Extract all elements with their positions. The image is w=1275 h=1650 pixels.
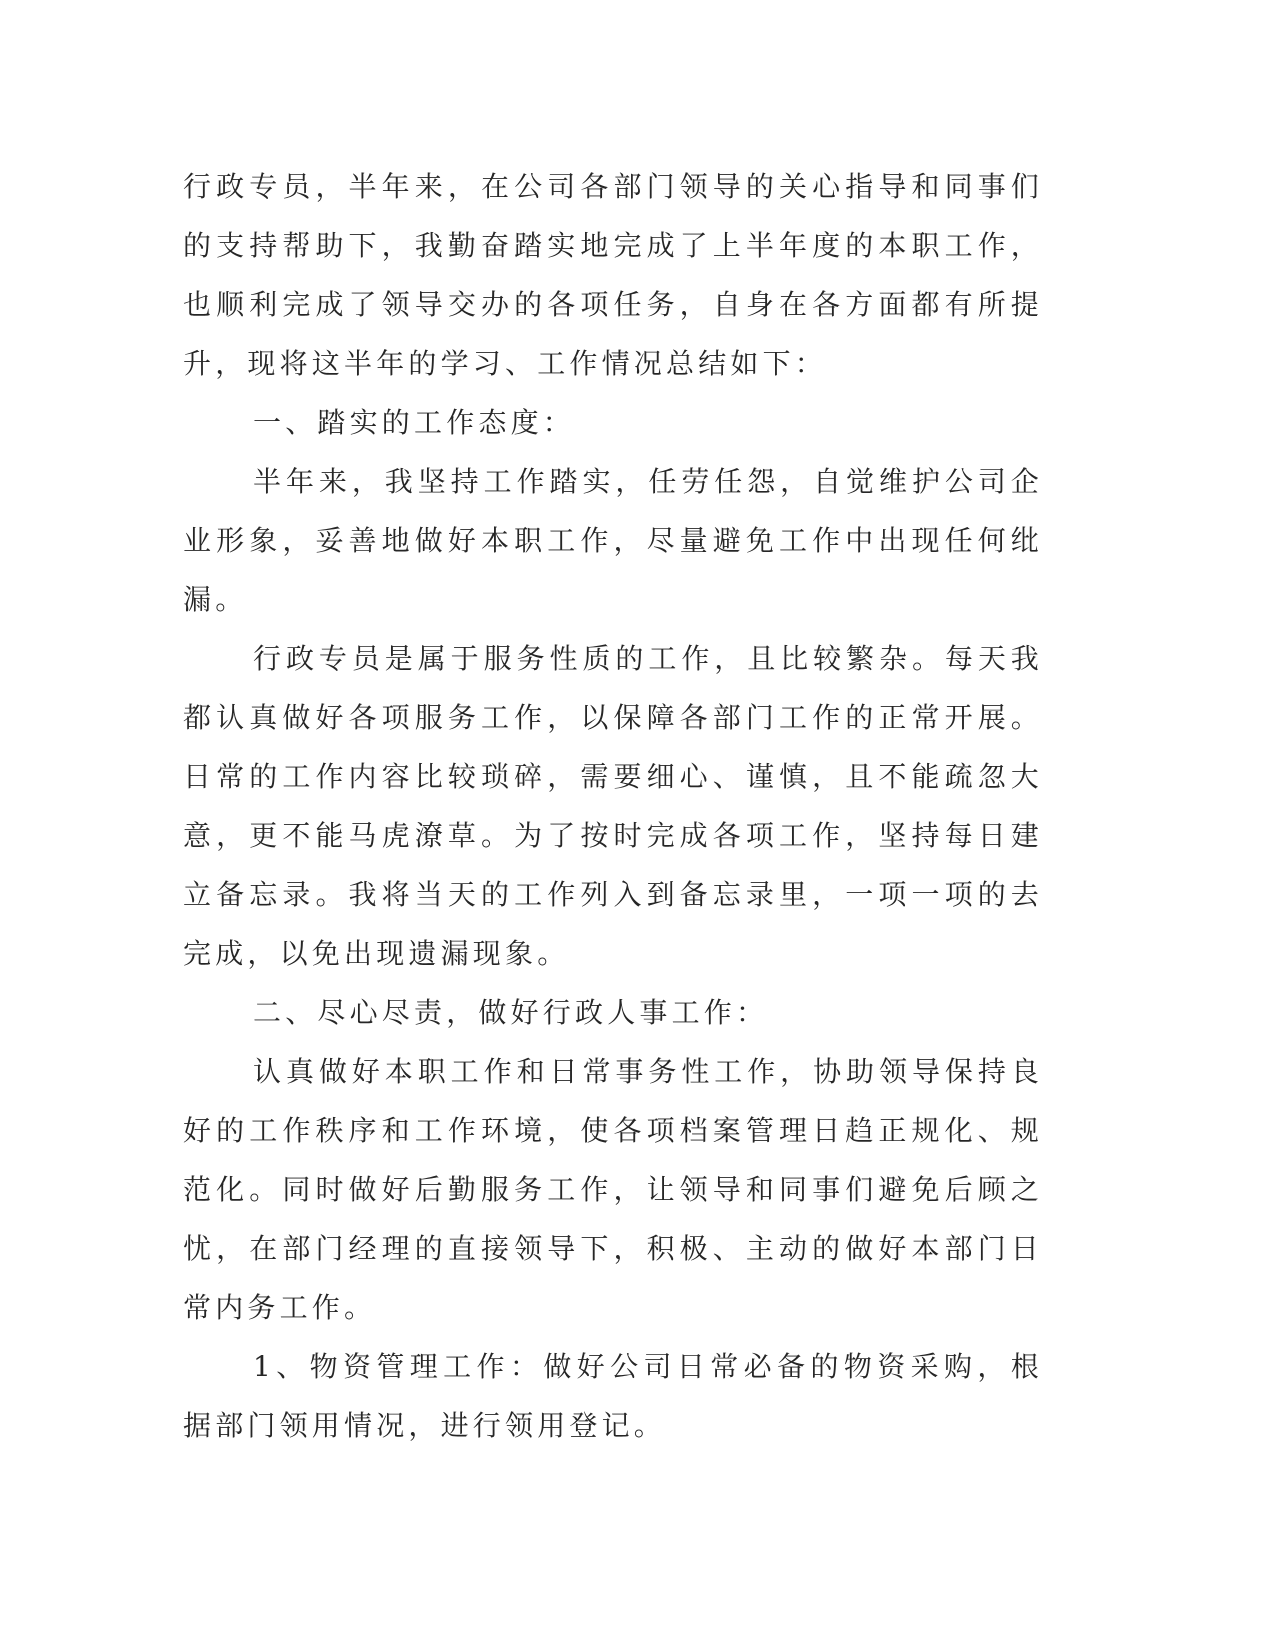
paragraph-materials-management: 1、物资管理工作：做好公司日常必备的物资采购，根据部门领用情况，进行领用登记。 bbox=[183, 1350, 1043, 1442]
paragraph-intro: 行政专员，半年来，在公司各部门领导的关心指导和同事们的支持帮助下，我勤奋踏实地完成了上半年度的本职工作，也顺利完成了领导交办的各项任务，自身在各方面都有所提升，现将这半年的学习、工作情况总结如下： bbox=[183, 170, 1043, 380]
paragraph-daily-duties: 认真做好本职工作和日常事务性工作，协助领导保持良好的工作秩序和工作环境，使各项档案管理日趋正规化、规范化。同时做好后勤服务工作，让领导和同事们避免后顾之忧，在部门经理的直接领导下，积极、主动的做好本部门日常内务工作。 bbox=[183, 1055, 1043, 1324]
document-body bbox=[183, 157, 1043, 1455]
paragraph-work-attitude: 半年来，我坚持工作踏实，任劳任怨，自觉维护公司企业形象，妥善地做好本职工作，尽量避免工作中出现任何纰漏。 bbox=[183, 465, 1043, 616]
section-heading-work-attitude: 一、踏实的工作态度： bbox=[253, 406, 576, 439]
paragraph-service-work: 行政专员是属于服务性质的工作，且比较繁杂。每天我都认真做好各项服务工作，以保障各部门工作的正常开展。日常的工作内容比较琐碎，需要细心、谨慎，且不能疏忽大意，更不能马虎潦草。为了按时完成各项工作，坚持每日建立备忘录。我将当天的工作列入到备忘录里，一项一项的去完成，以免出现遗漏现象。 bbox=[183, 642, 1043, 970]
section-heading-admin-hr: 二、尽心尽责，做好行政人事工作： bbox=[253, 996, 769, 1029]
